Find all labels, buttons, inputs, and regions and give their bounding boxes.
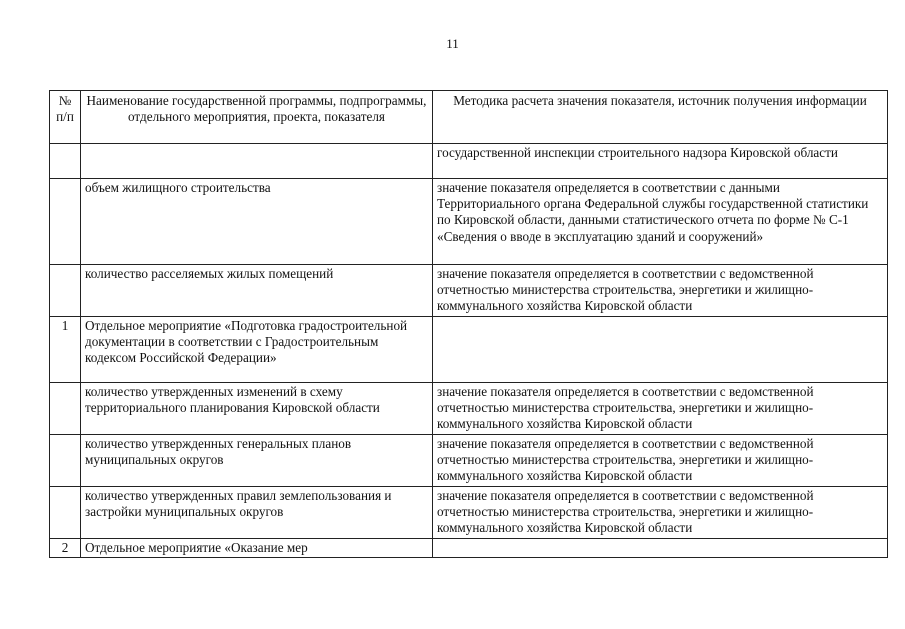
table-row: [50, 265, 888, 317]
row-name: количество утвержденных генеральных планов муниципальных округов: [81, 435, 433, 487]
table-row: [50, 179, 888, 265]
table-row: [50, 383, 888, 435]
row-method: значение показателя определяется в соответствии с ведомственной отчетностью министерства строительства, энергетики и жилищно-коммунального хозяйства Кировской области: [433, 265, 888, 317]
header-num: № п/п: [50, 91, 81, 144]
row-num: [50, 487, 81, 539]
table-row: [50, 487, 888, 539]
header-method: Методика расчета значения показателя, источник получения информации: [433, 91, 888, 144]
table-row: [50, 539, 888, 558]
row-num: [50, 383, 81, 435]
header-name: Наименование государственной программы, подпрограммы, отдельного мероприятия, проекта, показателя: [81, 91, 433, 144]
row-num: [50, 179, 81, 265]
row-method: значение показателя определяется в соответствии с ведомственной отчетностью министерства строительства, энергетики и жилищно-коммунального хозяйства Кировской области: [433, 383, 888, 435]
row-method: государственной инспекции строительного надзора Кировской области: [433, 144, 888, 179]
row-method: [433, 539, 888, 558]
row-method: [433, 317, 888, 383]
row-num: 2: [50, 539, 81, 558]
row-num: [50, 265, 81, 317]
row-name: Отдельное мероприятие «Подготовка градостроительной документации в соответствии с Градостроительным кодексом Российской Федерации»: [81, 317, 433, 383]
row-num: [50, 144, 81, 179]
row-name: количество расселяемых жилых помещений: [81, 265, 433, 317]
row-name: Отдельное мероприятие «Оказание мер: [81, 539, 433, 558]
row-name: количество утвержденных изменений в схему территориального планирования Кировской области: [81, 383, 433, 435]
row-method: значение показателя определяется в соответствии с ведомственной отчетностью министерства строительства, энергетики и жилищно-коммунального хозяйства Кировской области: [433, 487, 888, 539]
row-name: количество утвержденных правил землепользования и застройки муниципальных округов: [81, 487, 433, 539]
table-row: [50, 317, 888, 383]
row-num: 1: [50, 317, 81, 383]
indicator-table: [49, 90, 888, 558]
table-row: [50, 435, 888, 487]
row-method: значение показателя определяется в соответствии с ведомственной отчетностью министерства строительства, энергетики и жилищно-коммунального хозяйства Кировской области: [433, 435, 888, 487]
row-num: [50, 435, 81, 487]
table-row: [50, 144, 888, 179]
row-name: [81, 144, 433, 179]
row-name: объем жилищного строительства: [81, 179, 433, 265]
page-number: 11: [446, 36, 459, 51]
row-method: значение показателя определяется в соответствии с данными Территориального органа Федеральной службы государственной статистики по Кировской области, данными статистического отчета по форме № С-1 «Сведения о вводе в эксплуатацию зданий и сооружений»: [433, 179, 888, 265]
table-header-row: [50, 91, 888, 144]
